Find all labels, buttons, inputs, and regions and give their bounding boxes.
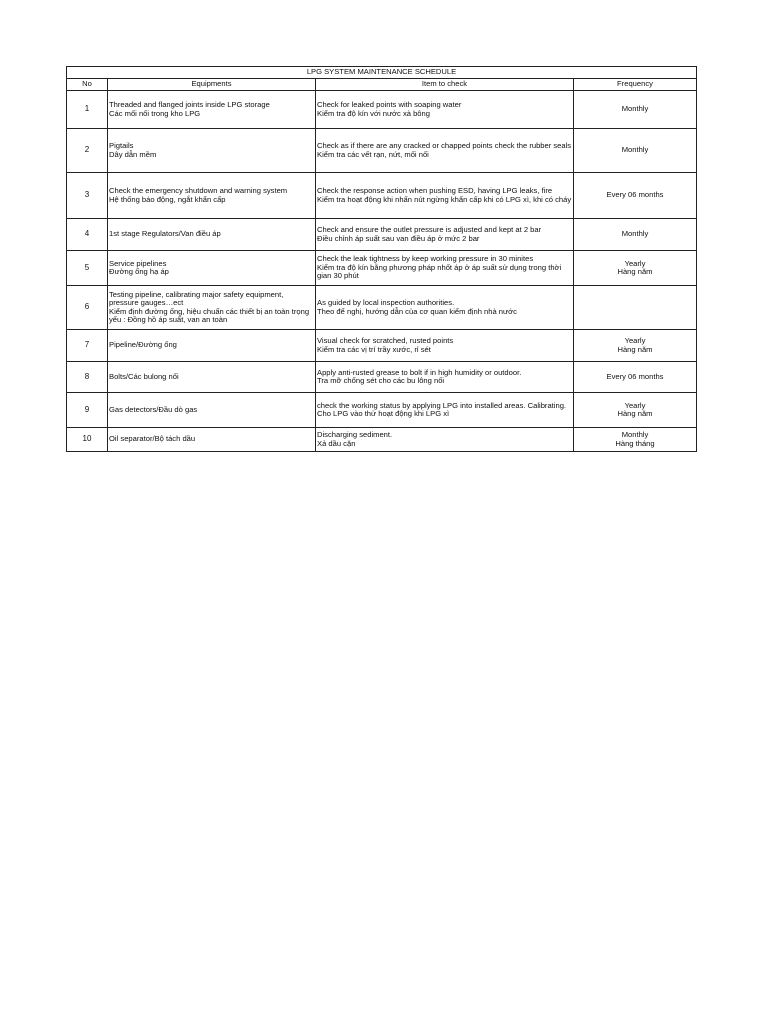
item-text-vi: Cho LPG vào thử hoạt động khi LPG xì xyxy=(317,409,450,418)
frequency-text: Every 06 months xyxy=(606,190,664,200)
equipment-text-en: Pipeline/Đường ống xyxy=(109,340,177,350)
row-number: 8 xyxy=(67,362,108,393)
frequency-text: Monthly xyxy=(621,145,649,155)
header-row xyxy=(67,79,697,91)
item-to-check-cell xyxy=(316,330,574,362)
item-to-check-cell xyxy=(316,251,574,286)
item-to-check-cell xyxy=(316,428,574,452)
equipment-cell xyxy=(108,91,316,129)
row-number: 4 xyxy=(67,219,108,251)
item-text-en: Check as if there are any cracked or chapped points check the rubber seals xyxy=(317,141,572,150)
item-to-check-cell xyxy=(316,129,574,173)
item-text-en: Check the response action when pushing ESD, having LPG leaks, fire xyxy=(317,186,553,195)
equipment-cell xyxy=(108,173,316,219)
frequency-cell xyxy=(574,129,697,173)
equipment-text-vi: Các mối nối trong kho LPG xyxy=(109,108,201,118)
item-text-en: Check and ensure the outlet pressure is adjusted and kept at 2 bar xyxy=(317,225,542,234)
item-text-en: Visual check for scratched, rusted points xyxy=(317,336,454,345)
item-to-check-cell xyxy=(316,393,574,428)
equipment-cell xyxy=(108,393,316,428)
item-text-vi: Tra mỡ chống sét cho các bu lông nối xyxy=(317,376,445,385)
frequency-cell xyxy=(574,173,697,219)
item-to-check-cell xyxy=(316,91,574,129)
item-text-vi: Kiểm tra hoạt động khi nhấn nút ngừng khẩn cấp khi có LPG xì, khi có cháy xyxy=(317,194,572,204)
row-number: 9 xyxy=(67,393,108,428)
table-row xyxy=(67,91,697,129)
header-item-to-check: Item to check xyxy=(316,79,574,91)
frequency-text: Hàng năm xyxy=(617,344,653,354)
equipment-text-vi: Kiểm định đường ống, hiệu chuẩn các thiết bị an toàn trọng yếu : Đồng hồ áp suất, van an toàn xyxy=(109,306,310,324)
title-row xyxy=(67,67,697,79)
table-row xyxy=(67,362,697,393)
item-text-en: Check the leak tightness by keep working pressure in 30 minites xyxy=(317,254,534,264)
equipment-text-en: 1st stage Regulators/Van điều áp xyxy=(109,229,221,239)
equipment-cell xyxy=(108,362,316,393)
header-frequency: Frequency xyxy=(574,79,697,91)
equipment-text-en: Oil separator/Bộ tách dầu xyxy=(109,434,196,444)
equipment-cell xyxy=(108,219,316,251)
frequency-cell xyxy=(574,219,697,251)
frequency-text: Hàng tháng xyxy=(615,438,655,448)
row-number: 5 xyxy=(67,251,108,286)
row-number: 2 xyxy=(67,129,108,173)
row-number: 10 xyxy=(67,428,108,452)
equipment-text-vi: Đường ống hạ áp xyxy=(109,267,169,276)
item-text-en: check the working status by applying LPG into installed areas. Calibrating. xyxy=(317,400,567,410)
item-text-vi: Xả dầu cặn xyxy=(317,438,356,448)
frequency-cell xyxy=(574,362,697,393)
table-row xyxy=(67,219,697,251)
item-to-check-cell xyxy=(316,362,574,393)
equipment-text-en: Service pipelines xyxy=(109,258,167,268)
row-number: 1 xyxy=(67,91,108,129)
item-text-vi: Theo để nghị, hướng dẫn của cơ quan kiểm định nhà nước xyxy=(317,306,517,316)
header-no: No xyxy=(67,79,108,91)
equipment-text-en: Threaded and flanged joints inside LPG storage xyxy=(109,100,270,109)
frequency-text: Yearly xyxy=(624,400,646,410)
table-row xyxy=(67,251,697,286)
equipment-text-en: Check the emergency shutdown and warning system xyxy=(109,186,288,195)
equipment-text-en: Gas detectors/Đầu dò gas xyxy=(109,404,198,414)
table-row xyxy=(67,393,697,428)
row-number: 6 xyxy=(67,286,108,330)
frequency-text: Monthly xyxy=(621,104,649,114)
frequency-cell xyxy=(574,286,697,330)
frequency-cell xyxy=(574,251,697,286)
item-to-check-cell xyxy=(316,219,574,251)
table-row xyxy=(67,129,697,173)
item-text-en: Check for leaked points with soaping water xyxy=(317,100,462,109)
frequency-text: Yearly xyxy=(624,258,646,268)
equipment-cell xyxy=(108,286,316,330)
item-text-en: Apply anti-rusted grease to bolt if in high humidity or outdoor. xyxy=(317,367,522,377)
item-text-vi: Kiểm tra các vết rạn, nứt, mối nối xyxy=(317,149,429,159)
frequency-cell xyxy=(574,330,697,362)
frequency-cell xyxy=(574,91,697,129)
frequency-text: Monthly xyxy=(621,430,649,439)
equipment-text-en: Testing pipeline, calibrating major safety equipment, pressure gauges…ect xyxy=(109,289,284,307)
item-to-check-cell xyxy=(316,173,574,219)
item-text-vi: Kiểm tra các vị trí trầy xước, rỉ sét xyxy=(317,344,431,354)
table-row xyxy=(67,428,697,452)
table-row xyxy=(67,173,697,219)
frequency-cell xyxy=(574,393,697,428)
equipment-cell xyxy=(108,251,316,286)
item-text-vi: Kiểm tra độ kín bằng phương pháp nhốt áp ở áp suất sử dụng trong thời gian 30 phút xyxy=(317,262,562,281)
frequency-text: Yearly xyxy=(624,336,646,345)
frequency-text: Every 06 months xyxy=(606,371,664,381)
equipment-text-vi: Hệ thống báo động, ngắt khẩn cấp xyxy=(109,194,226,204)
frequency-text: Hàng năm xyxy=(617,267,653,276)
frequency-cell xyxy=(574,428,697,452)
equipment-cell xyxy=(108,428,316,452)
equipment-text-en: Bolts/Các bulong nối xyxy=(109,371,179,381)
item-text-vi: Điều chỉnh áp suất sau van điều áp ở mức 2 bar xyxy=(317,233,480,243)
item-text-vi: Kiểm tra độ kín với nước xà bông xyxy=(317,108,430,118)
header-equipment: Equipments xyxy=(108,79,316,91)
row-number: 7 xyxy=(67,330,108,362)
sheet-title: LPG SYSTEM MAINTENANCE SCHEDULE xyxy=(67,67,697,79)
frequency-text: Hàng năm xyxy=(617,409,653,418)
item-text-en: Discharging sediment. xyxy=(317,430,393,439)
equipment-text-vi: Dây dẫn mềm xyxy=(109,149,157,159)
table-row xyxy=(67,286,697,330)
item-to-check-cell xyxy=(316,286,574,330)
item-text-en: As guided by local inspection authorities. xyxy=(317,298,455,307)
equipment-cell xyxy=(108,129,316,173)
maintenance-schedule-table xyxy=(66,66,697,452)
equipment-cell xyxy=(108,330,316,362)
equipment-text-en: Pigtails xyxy=(109,141,134,150)
row-number: 3 xyxy=(67,173,108,219)
table-row xyxy=(67,330,697,362)
frequency-text: Monthly xyxy=(621,229,649,239)
